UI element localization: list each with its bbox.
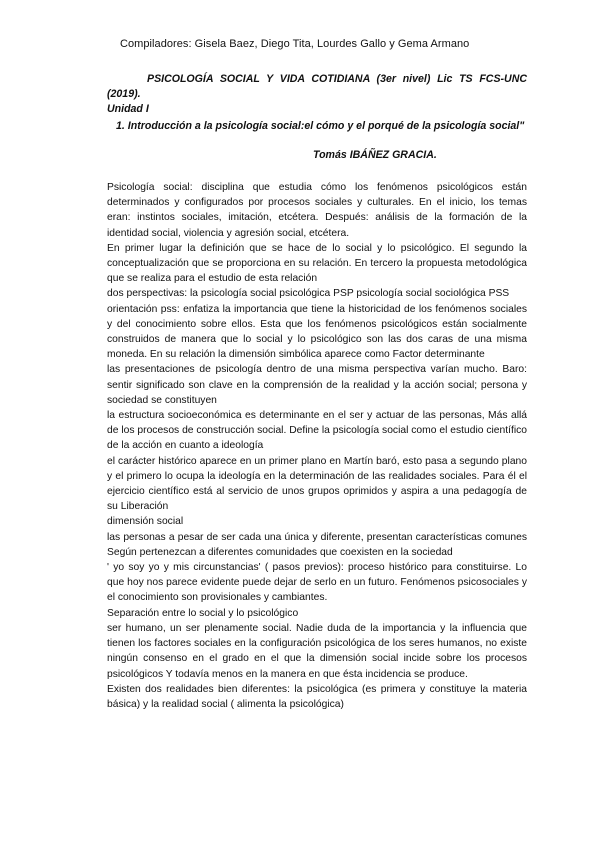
compilers-header: Compiladores: Gisela Baez, Diego Tita, Lourdes Gallo y Gema Armano [120,38,470,50]
unit-heading: Unidad I [107,103,149,115]
paragraph: Existen dos realidades bien diferentes: la psicológica (es primera y constituye la materia básica) y la realidad social ( alimenta la psicológica) [107,683,527,710]
paragraph: el carácter histórico aparece en un primer plano en Martín baró, esto pasa a segundo plano y el primero lo ocupa la ideología en la determinación de las realidades sociales. Para él el ejercicio científico está al servicio de unos grupos oprimidos y aspira a una pedagogía de su Liberación [107,455,527,513]
paragraph: orientación pss: enfatiza la importancia que tiene la historicidad de los fenómenos sociales y del conocimiento sobre ellos. Esta que los fenómenos psicológicos están socialmente construidos de manera que lo social y lo psicológico son las dos caras de una misma moneda. En su relación la dimensión simbólica aparece como Factor determinante [107,303,527,361]
paragraph: dimensión social [107,516,184,528]
section-heading: 1. Introducción a la psicología social:el cómo y el porqué de la psicología social" [116,120,525,132]
paragraph: la estructura socioeconómica es determinante en el ser y actuar de las personas, Más allá de los procesos de construcción social. Define la psicología social como el estudio científico de la acción en cuanto a ideología [107,410,527,452]
paragraph: las presentaciones de psicología dentro de una misma perspectiva varían mucho. Baro: sentir significado son clave en la comprensión de la realidad y la acción social; persona y sociedad se constituyen [107,364,527,406]
paragraph: Psicología social: disciplina que estudia cómo los fenómenos psicológicos están determinados y configurados por procesos sociales y culturales. En el inicio, los temas eran: instintos sociales, imitación, etcétera. Después: análisis de la formación de la identidad social, violencia y agresión social, etcétera. [107,182,527,239]
paragraph: ser humano, un ser plenamente social. Nadie duda de la importancia y la influencia que tienen los factores sociales en la configuración psicológica de los seres humanos, no existe ningún consenso en el grado en el que la dimensión social incide sobre los procesos psicológicos Y todavía menos en la manera en que ésta incidencia se produce. [107,622,527,680]
author-name: Tomás IBÁÑEZ GRACIA. [313,149,437,161]
paragraph: En primer lugar la definición que se hace de lo social y lo psicológico. El segundo la conceptualización que se proporciona en su relación. En tercero la propuesta metodológica que se realiza para el estudio de esta relación [107,242,527,285]
paragraph: Separación entre lo social y lo psicológico [107,607,299,619]
paragraph: ' yo soy yo y mis circunstancias' ( pasos previos): proceso histórico para constituirse. Lo que hoy nos parece evidente puede dejar de serlo en un futuro. Fenómenos psicosociales y el conocimiento son provisionales y cambiantes. [107,562,527,604]
paragraph: las personas a pesar de ser cada una única y diferente, presentan características comunes Según pertenezcan a diferentes comunidades que coexisten en la sociedad [107,531,527,558]
paragraph: dos perspectivas: la psicología social psicológica PSP psicología social sociológica PSS [107,288,510,300]
course-title: PSICOLOGÍA SOCIAL Y VIDA COTIDIANA (3er nivel) Lic TS FCS-UNC (2019). [107,73,527,100]
body-text [107,180,527,712]
